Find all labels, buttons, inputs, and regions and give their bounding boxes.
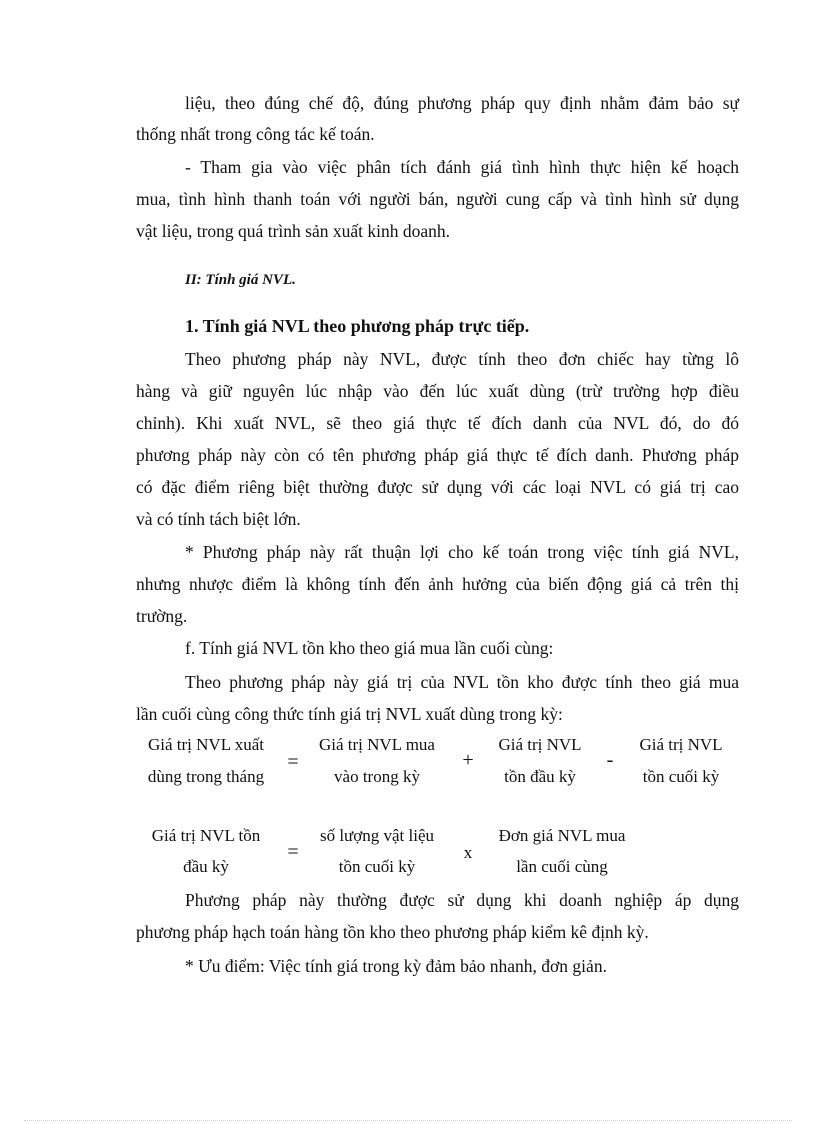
paragraph-line: liệu, theo đúng chế độ, đúng phương pháp quy định nhằm đảm bảo sự xyxy=(185,93,739,113)
paragraph-line: * Phương pháp này rất thuận lợi cho kế toán trong việc tính giá NVL, xyxy=(185,542,739,562)
paragraph-line: Theo phương pháp này NVL, được tính theo đơn chiếc hay từng lô xyxy=(185,349,739,369)
equals-sign: = xyxy=(287,841,299,863)
paragraph-line: chỉnh). Khi xuất NVL, sẽ theo giá thực tế đích danh của NVL đó, do đó xyxy=(136,413,739,433)
paragraph-line: * Ưu điểm: Việc tính giá trong kỳ đảm bảo nhanh, đơn giản. xyxy=(185,956,607,976)
formula-term: dùng trong tháng xyxy=(147,767,265,786)
formula-term: đầu kỳ xyxy=(183,857,229,876)
page-bottom-rule xyxy=(24,1120,792,1121)
equals-sign: = xyxy=(287,751,299,773)
minus-sign: - xyxy=(606,749,614,771)
formula-term: Giá trị NVL xuất xyxy=(148,735,264,754)
formula-term: Đơn giá NVL mua xyxy=(498,826,626,845)
paragraph-line: lần cuối cùng công thức tính giá trị NVL xuất dùng trong kỳ: xyxy=(136,704,563,724)
formula-term: Giá trị NVL xyxy=(639,735,723,754)
formula-term: tồn đầu kỳ xyxy=(504,767,576,786)
paragraph-line: thống nhất trong công tác kế toán. xyxy=(136,124,375,144)
formula-term: Giá trị NVL mua xyxy=(319,735,435,754)
formula-term: Giá trị NVL tồn xyxy=(151,826,261,845)
multiply-sign: x xyxy=(463,843,473,862)
paragraph-line: - Tham gia vào việc phân tích đánh giá tình hình thực hiện kế hoạch xyxy=(185,157,739,177)
formula-term: vào trong kỳ xyxy=(334,767,420,786)
paragraph-line: nhưng nhược điểm là không tính đến ảnh hưởng của biến động giá cả trên thị xyxy=(136,574,739,594)
paragraph-line: phương pháp hạch toán hàng tồn kho theo phương pháp kiểm kê định kỳ. xyxy=(136,922,649,942)
paragraph-line: trường. xyxy=(136,606,188,626)
formula-term: số lượng vật liệu xyxy=(319,826,435,845)
paragraph-line: có đặc điểm riêng biệt thường được sử dụng với các loại NVL có giá trị cao xyxy=(136,477,739,497)
paragraph-line: Phương pháp này thường được sử dụng khi doanh nghiệp áp dụng xyxy=(185,890,739,910)
formula-term: tồn cuối kỳ xyxy=(642,767,720,786)
paragraph-line: Theo phương pháp này giá trị của NVL tồn kho được tính theo giá mua xyxy=(185,672,739,692)
paragraph-line: hàng và giữ nguyên lúc nhập vào đến lúc xuất dùng (trừ trường hợp điều xyxy=(136,381,739,401)
formula-term: Giá trị NVL xyxy=(498,735,582,754)
paragraph-line: vật liệu, trong quá trình sản xuất kinh doanh. xyxy=(136,221,450,241)
paragraph-line: phương pháp này còn có tên phương pháp giá thực tế đích danh. Phương pháp xyxy=(136,445,739,465)
formula-term: tồn cuối kỳ xyxy=(338,857,416,876)
section-heading: II: Tính giá NVL. xyxy=(185,272,296,288)
paragraph-line: và có tính tách biệt lớn. xyxy=(136,509,301,529)
paragraph-line: f. Tính giá NVL tồn kho theo giá mua lần cuối cùng: xyxy=(185,638,554,658)
formula-term: lần cuối cùng xyxy=(516,857,608,876)
paragraph-line: mua, tình hình thanh toán với người bán, người cung cấp và tình hình sử dụng xyxy=(136,189,739,209)
plus-sign: + xyxy=(462,749,474,771)
subsection-heading: 1. Tính giá NVL theo phương pháp trực tiếp. xyxy=(185,316,530,336)
